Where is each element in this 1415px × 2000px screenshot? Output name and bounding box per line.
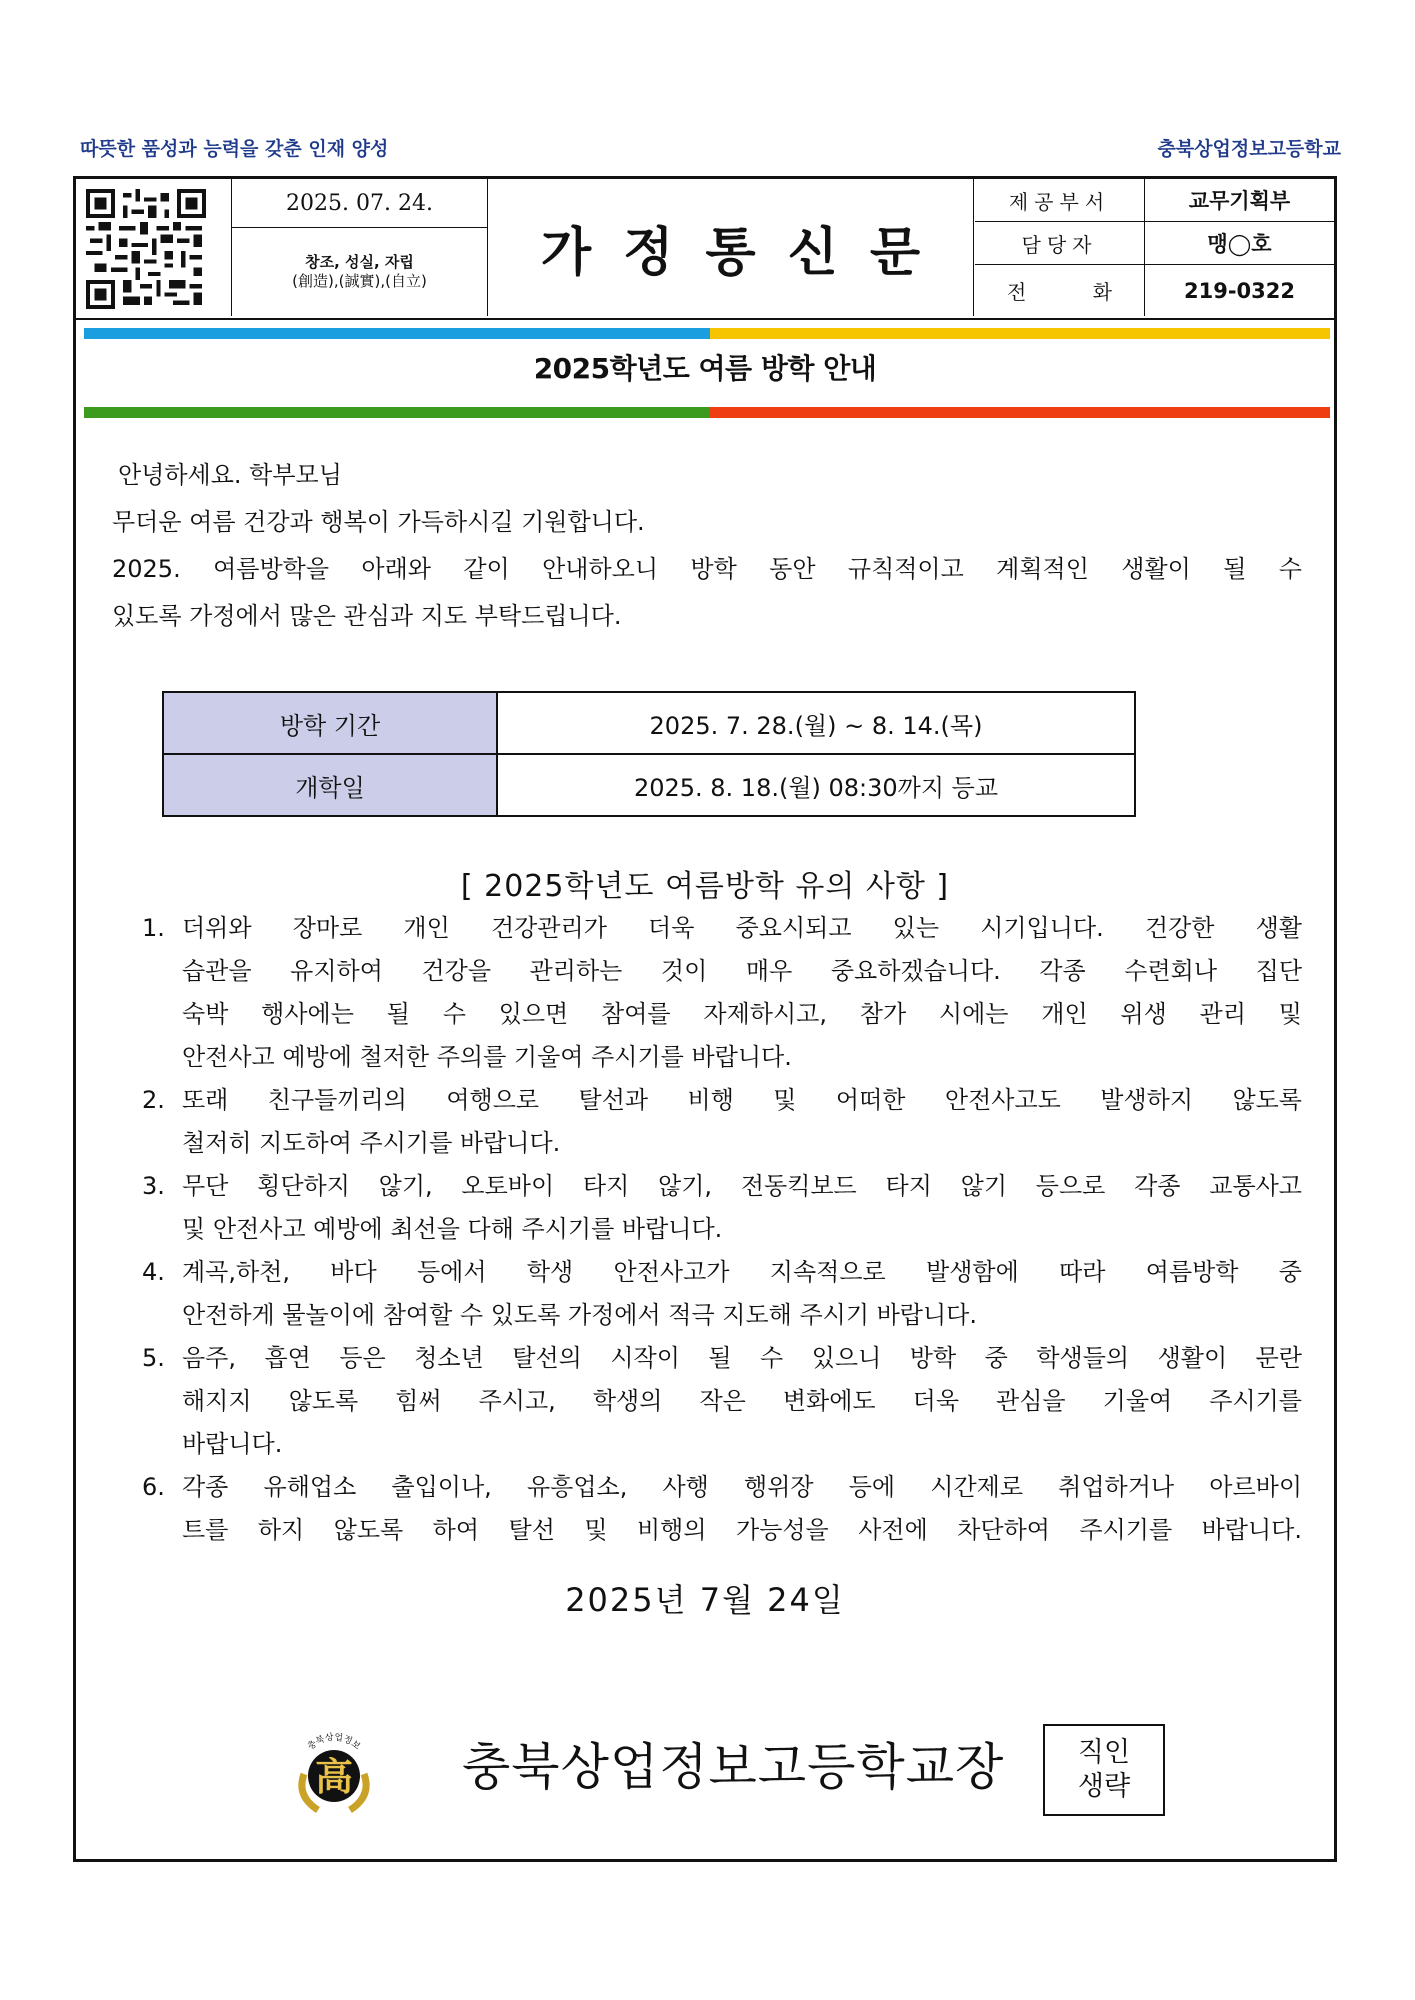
notice-heading: [ 2025학년도 여름방학 유의 사항 ] (460, 869, 950, 904)
notice-list (142, 907, 1302, 1552)
item-line: 숙박 행사에는 될 수 있으면 참여를 자제하시고, 참가 시에는 개인 위생 관리 및 (182, 1000, 1302, 1028)
item-line: 안전사고 예방에 철저한 주의를 기울여 주시기를 바랍니다. (182, 1043, 792, 1071)
item-line: 음주, 흡연 등은 청소년 탈선의 시작이 될 수 있으니 방학 중 학생들의 생활이 문란 (182, 1344, 1302, 1372)
item-line: 철저히 지도하여 주시기를 바랍니다. (182, 1129, 561, 1157)
list-item (142, 1337, 1302, 1466)
item-line: 각종 유해업소 출입이나, 유흥업소, 사행 행위장 등에 시간제로 취업하거나 아르바이 (182, 1473, 1302, 1501)
info-value: 219-0322 (1184, 278, 1295, 303)
schedule-table (162, 691, 1136, 817)
svg-text:충북상업정보 (305, 1731, 363, 1753)
emblem-text: 충북상업정보 (306, 1732, 362, 1753)
info-key: 제공부서 (975, 179, 1145, 221)
item-line: 습관을 유지하여 건강을 관리하는 것이 매우 중요하겠습니다. 각종 수련회나 집단 (182, 957, 1302, 985)
stamp-line: 직인 (1077, 1737, 1131, 1769)
item-number: 1. (142, 914, 165, 942)
item-number: 4. (142, 1258, 165, 1286)
qr-code-icon (86, 189, 206, 309)
list-item (142, 1165, 1302, 1251)
item-line: 더위와 장마로 개인 건강관리가 더욱 중요시되고 있는 시기입니다. 건강한 생활 (182, 914, 1302, 942)
list-item (142, 907, 1302, 1079)
item-line: 계곡,하천, 바다 등에서 학생 안전사고가 지속적으로 발생함에 따라 여름방학 중 (182, 1258, 1302, 1286)
item-line: 트를 하지 않도록 하여 탈선 및 비행의 가능성을 사전에 차단하여 주시기를 바랍니다. (182, 1516, 1302, 1544)
item-line: 또래 친구들끼리의 여행으로 탈선과 비행 및 어떠한 안전사고도 발생하지 않도록 (182, 1086, 1302, 1114)
info-value: 교무기획부 (1188, 189, 1291, 213)
greeting-text (112, 452, 1302, 640)
item-line: 안전하게 물놀이에 참여할 수 있도록 가정에서 적극 지도해 주시기 바랍니다. (182, 1301, 977, 1329)
item-line: 무단 횡단하지 않기, 오토바이 타지 않기, 전동킥보드 타지 않기 등으로 각종 교통사고 (182, 1172, 1302, 1200)
item-line: 바랍니다. (182, 1430, 283, 1458)
school-motto (231, 228, 487, 316)
color-bar-red (710, 407, 1330, 418)
info-key: 담당자 (975, 222, 1145, 264)
color-bar-green (84, 407, 710, 418)
info-row-phone (975, 265, 1334, 316)
item-number: 6. (142, 1473, 165, 1501)
school-name-top: 충북상업정보고등학교 (1157, 138, 1341, 160)
info-key: 전 화 (975, 265, 1145, 316)
schedule-value: 2025. 7. 28.(월) ~ 8. 14.(목) (497, 692, 1135, 754)
info-value: 맹◯호 (1207, 232, 1272, 256)
school-emblem-icon (288, 1724, 380, 1816)
issue-date: 2025. 07. 24. (231, 179, 487, 228)
info-row-department (975, 179, 1334, 222)
item-line: 및 안전사고 예방에 최선을 다해 주시기를 바랍니다. (182, 1215, 723, 1243)
seal-omitted-box (1043, 1724, 1165, 1816)
item-number: 5. (142, 1344, 165, 1372)
color-bar-blue (84, 328, 710, 339)
closing-date: 2025년 7월 24일 (565, 1581, 845, 1619)
newsletter-frame (73, 176, 1337, 1862)
emblem-char: 高 (314, 1754, 354, 1799)
header-table (76, 179, 1334, 320)
list-item (142, 1466, 1302, 1552)
motto-hanja: (創造),(誠實),(自立) (292, 272, 427, 290)
greeting-line: 있도록 가정에서 많은 관심과 지도 부탁드립니다. (112, 602, 622, 630)
info-row-manager (975, 222, 1334, 265)
greeting-line: 2025. 여름방학을 아래와 같이 안내하오니 방학 동안 규칙적이고 계획적인 생활이 될 수 (112, 555, 1302, 583)
greeting-line: 무더운 여름 건강과 행복이 가득하시길 기원합니다. (112, 508, 645, 536)
principal-signature: 충북상업정보고등학교장 (462, 1738, 1005, 1796)
list-item (142, 1251, 1302, 1337)
item-line: 해지지 않도록 힘써 주시고, 학생의 작은 변화에도 더욱 관심을 기울여 주시기를 (182, 1387, 1302, 1415)
schedule-label: 개학일 (163, 754, 497, 816)
school-slogan: 따뜻한 품성과 능력을 갖춘 인재 양성 (80, 138, 389, 160)
table-row (163, 754, 1135, 816)
info-table (975, 179, 1334, 316)
item-number: 3. (142, 1172, 165, 1200)
schedule-value: 2025. 8. 18.(월) 08:30까지 등교 (497, 754, 1135, 816)
table-row (163, 692, 1135, 754)
document-title: 가정통신문 (487, 179, 974, 316)
list-item (142, 1079, 1302, 1165)
color-bar-yellow (710, 328, 1330, 339)
schedule-label: 방학 기간 (163, 692, 497, 754)
motto-korean: 창조, 성실, 자립 (305, 253, 414, 272)
greeting-line: 안녕하세요. 학부모님 (118, 461, 342, 489)
subject-heading: 2025학년도 여름 방학 안내 (533, 352, 877, 385)
item-number: 2. (142, 1086, 165, 1114)
stamp-line: 생략 (1077, 1771, 1131, 1802)
